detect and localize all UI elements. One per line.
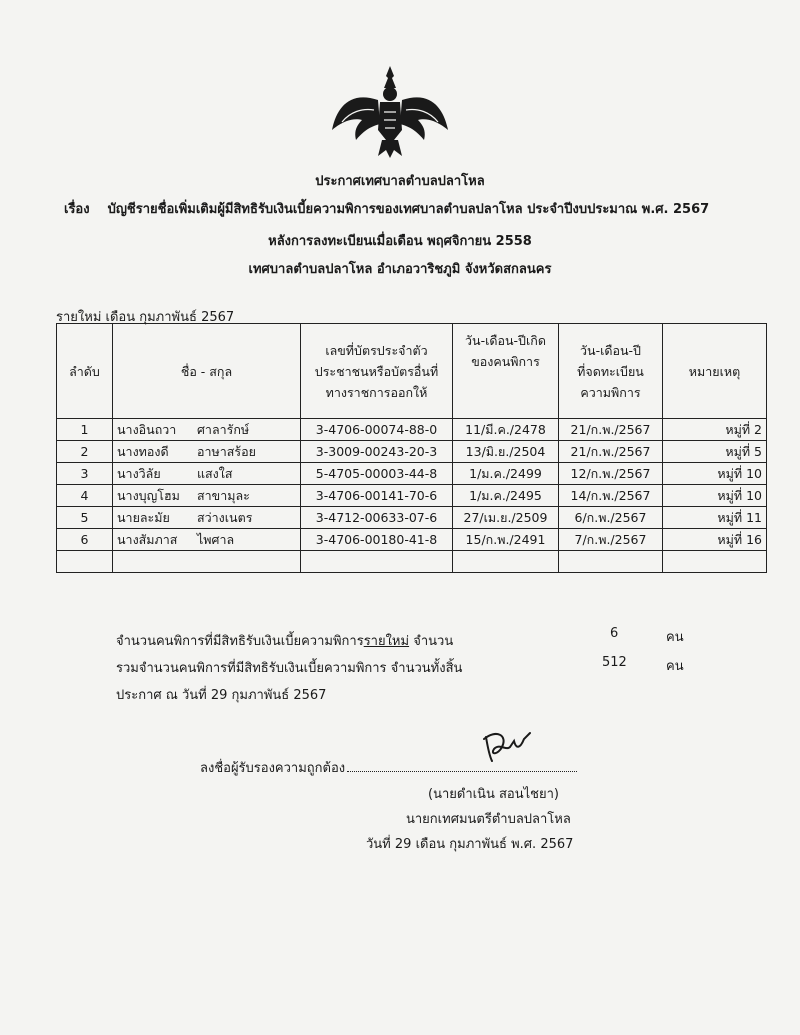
row-note: หมู่ที่ 2 [663, 419, 767, 441]
row-name: นางวิลัย แสงใส [113, 463, 301, 485]
row-dob: 13/มิ.ย./2504 [453, 441, 559, 463]
row-dob: 27/เม.ย./2509 [453, 507, 559, 529]
row-id: 3-4706-00141-70-6 [301, 485, 453, 507]
row-note: หมู่ที่ 10 [663, 485, 767, 507]
announce-date: ประกาศ ณ วันที่ 29 กุมภาพันธ์ 2567 [116, 688, 327, 703]
total-count-value: 512 [602, 655, 627, 670]
new-list-label: รายใหม่ เดือน กุมภาพันธ์ 2567 [56, 310, 235, 325]
table-row [57, 441, 767, 463]
row-note: หมู่ที่ 10 [663, 463, 767, 485]
row-id: 3-4712-00633-07-6 [301, 507, 453, 529]
header-name: ชื่อ - สกุล [113, 324, 301, 419]
header-dob: วัน-เดือน-ปีเกิด ของคนพิการ [453, 324, 559, 419]
row-name: นายละมัย สว่างเนตร [113, 507, 301, 529]
table-row [57, 463, 767, 485]
signer-name: (นายดำเนิน สอนไชยา) [428, 787, 559, 802]
row-no: 2 [57, 441, 113, 463]
header-note: หมายเหตุ [663, 324, 767, 419]
row-note: หมู่ที่ 5 [663, 441, 767, 463]
row-no: 4 [57, 485, 113, 507]
row-no: 1 [57, 419, 113, 441]
table-header-row [57, 324, 767, 419]
garuda-emblem-icon [328, 60, 452, 160]
row-name: นางอินถวา ศาลารักษ์ [113, 419, 301, 441]
row-reg: 21/ก.พ./2567 [559, 441, 663, 463]
signature-dotted-line [347, 761, 577, 772]
subject-line [64, 198, 709, 219]
header-id: เลขที่บัตรประจำตัว ประชาชนหรือบัตรอื่นที่ ทางราชการออกให้ [301, 324, 453, 419]
certify-line: ลงชื่อผู้รับรองความถูกต้อง [200, 757, 577, 778]
table-row-empty [57, 551, 767, 573]
row-no: 3 [57, 463, 113, 485]
row-dob: 1/ม.ค./2499 [453, 463, 559, 485]
table-row [57, 485, 767, 507]
table-row [57, 507, 767, 529]
signature-date: วันที่ 29 เดือน กุมภาพันธ์ พ.ศ. 2567 [366, 837, 574, 852]
total-count-label: รวมจำนวนคนพิการที่มีสิทธิรับเงินเบี้ยความพิการ จำนวนทั้งสิ้น [116, 661, 463, 676]
subject-text: บัญชีรายชื่อเพิ่มเติมผู้มีสิทธิรับเงินเบี้ยความพิการของเทศบาลตำบลปลาโหล ประจำปีงบประมาณ พ.ศ. 2567 [107, 202, 710, 217]
header-no: ลำดับ [57, 324, 113, 419]
total-count-unit: คน [666, 659, 684, 674]
table-row [57, 529, 767, 551]
row-dob: 11/มี.ค./2478 [453, 419, 559, 441]
row-name: นางสัมภาส ไพศาล [113, 529, 301, 551]
signer-position: นายกเทศมนตรีตำบลปลาโหล [406, 812, 571, 827]
new-count-value: 6 [610, 626, 619, 641]
row-name: นางบุญโฮม สาขามุละ [113, 485, 301, 507]
row-id: 3-3009-00243-20-3 [301, 441, 453, 463]
row-no: 6 [57, 529, 113, 551]
row-name: นางทองดี อาษาสร้อย [113, 441, 301, 463]
row-id: 3-4706-00180-41-8 [301, 529, 453, 551]
row-no: 5 [57, 507, 113, 529]
row-id: 5-4705-00003-44-8 [301, 463, 453, 485]
row-reg: 21/ก.พ./2567 [559, 419, 663, 441]
row-dob: 15/ก.พ./2491 [453, 529, 559, 551]
header-reg: วัน-เดือน-ปี ที่จดทะเบียน ความพิการ [559, 324, 663, 419]
new-count-unit: คน [666, 630, 684, 645]
beneficiary-table [56, 323, 767, 573]
org-title: ประกาศเทศบาลตำบลปลาโหล [315, 174, 485, 189]
table-row [57, 419, 767, 441]
new-underlined: รายใหม่ [363, 634, 410, 649]
row-reg: 7/ก.พ./2567 [559, 529, 663, 551]
row-reg: 14/ก.พ./2567 [559, 485, 663, 507]
row-note: หมู่ที่ 11 [663, 507, 767, 529]
subject-line-2: หลังการลงทะเบียนเมื่อเดือน พฤศจิกายน 2558 [268, 234, 532, 249]
row-reg: 6/ก.พ./2567 [559, 507, 663, 529]
new-count-label: จำนวนคนพิการที่มีสิทธิรับเงินเบี้ยความพิการรายใหม่ จำนวน [116, 634, 454, 649]
row-id: 3-4706-00074-88-0 [301, 419, 453, 441]
row-dob: 1/ม.ค./2495 [453, 485, 559, 507]
row-note: หมู่ที่ 16 [663, 529, 767, 551]
location-line: เทศบาลตำบลปลาโหล อำเภอวาริชภูมิ จังหวัดสกลนคร [248, 262, 552, 277]
subject-label: เรื่อง [64, 202, 90, 217]
row-reg: 12/ก.พ./2567 [559, 463, 663, 485]
